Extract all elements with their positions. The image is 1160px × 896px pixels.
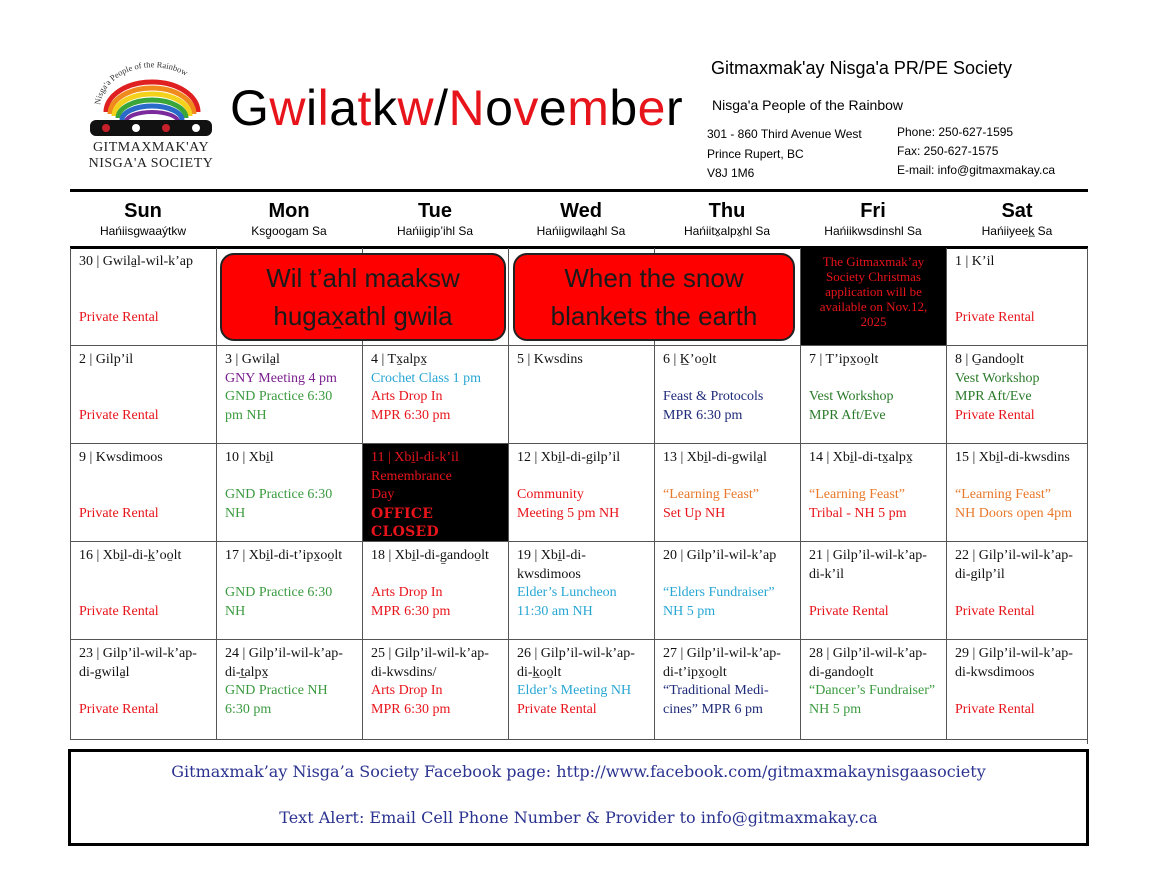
weekday-english: Wed bbox=[560, 200, 602, 222]
calendar-day-cell bbox=[362, 444, 508, 542]
day-date-label: 5 | Kwsdins bbox=[517, 352, 583, 367]
event-text: Remembrance bbox=[371, 468, 452, 484]
event-text bbox=[225, 468, 356, 487]
banner-text: When the snow bbox=[564, 263, 744, 293]
calendar-day-cell bbox=[362, 346, 508, 444]
weekday-fri bbox=[800, 198, 946, 238]
event-text: GND Practice 6:30 bbox=[225, 487, 333, 502]
weekday-nisgaa: Hańiisgwaaýtkw bbox=[99, 224, 187, 238]
day-date-label: 16 | Xbi̱l-di-k̲’oo̱lt bbox=[79, 548, 182, 563]
event-text: 6:30 pm bbox=[225, 701, 272, 717]
contact-fax: Fax: 250-627-1575 bbox=[897, 144, 999, 158]
weekday-english: Sun bbox=[124, 200, 162, 222]
event-text: “Learning Feast” bbox=[955, 487, 1052, 502]
weekday-sat bbox=[946, 198, 1088, 238]
weekday-nisgaa: Hańiigwilaa̱hl Sa bbox=[536, 224, 626, 238]
event-text: available on Nov.12, bbox=[819, 299, 928, 314]
event-text bbox=[663, 468, 794, 487]
event-text: “Learning Feast” bbox=[663, 487, 760, 502]
calendar-day-cell bbox=[946, 248, 1088, 346]
event-text: Private Rental bbox=[955, 701, 1035, 717]
event-text: Feast & Protocols bbox=[663, 389, 764, 404]
calendar-day-cell bbox=[508, 444, 654, 542]
calendar-day-cell bbox=[654, 346, 800, 444]
month-banner bbox=[220, 253, 506, 341]
day-date-label: 30 | Gwila̱l-wil-k’ap bbox=[79, 254, 193, 269]
event-text: NH 5 pm bbox=[663, 603, 716, 619]
weekday-english: Thu bbox=[708, 200, 746, 222]
event-text bbox=[79, 272, 210, 291]
event-text: MPR 6:30 pm bbox=[663, 407, 743, 423]
weekday-header bbox=[70, 198, 1088, 246]
logo-name-line2: NISGA'A SOCIETY bbox=[88, 156, 214, 171]
day-date-label: 21 | Gilp’il-wil-k’ap- bbox=[809, 548, 927, 563]
day-date-label: 27 | Gilp’il-wil-k’ap- bbox=[663, 646, 781, 661]
event-text: GND Practice 6:30 bbox=[225, 585, 333, 600]
month-banner bbox=[513, 253, 795, 341]
title-letter: k bbox=[371, 80, 398, 136]
day-date-label: 14 | Xbi̱l-di-tx̱alpx̱ bbox=[809, 450, 913, 465]
event-text: GNY Meeting 4 pm bbox=[225, 370, 337, 386]
event-text bbox=[955, 468, 1082, 487]
contact-phone: Phone: 250-627-1595 bbox=[897, 125, 1014, 139]
event-text bbox=[79, 370, 210, 389]
day-date-label: 1 | K’il bbox=[955, 254, 995, 269]
day-date-label: 25 | Gilp’il-wil-k’ap- bbox=[371, 646, 489, 661]
event-text: application will be bbox=[825, 284, 922, 299]
event-text: GND Practice NH bbox=[225, 683, 328, 698]
event-text: “Elders Fundraiser” bbox=[663, 585, 775, 600]
calendar-day-cell bbox=[70, 346, 216, 444]
banner-text: Wil t’ahl maaksw bbox=[266, 263, 460, 293]
event-text: di-gandoo̱lt bbox=[809, 664, 874, 680]
event-text bbox=[79, 468, 210, 487]
event-text: MPR 6:30 pm bbox=[371, 407, 451, 423]
event-text: kwsdimoos bbox=[517, 566, 581, 582]
calendar-day-cell bbox=[800, 640, 946, 740]
weekday-sun bbox=[70, 198, 216, 238]
event-text: Arts Drop In bbox=[371, 585, 443, 600]
title-letter: i bbox=[306, 80, 318, 136]
day-date-label: 29 | Gilp’il-wil-k’ap- bbox=[955, 646, 1073, 661]
event-text: Day bbox=[371, 487, 395, 502]
event-text: di-k̲oo̱lt bbox=[517, 664, 562, 680]
calendar-day-cell bbox=[800, 248, 946, 346]
calendar-day-cell bbox=[508, 542, 654, 640]
event-text: di-k’il bbox=[809, 566, 844, 582]
event-text: MPR Aft/Eve bbox=[955, 389, 1032, 404]
event-text: di-kwsdimoos bbox=[955, 664, 1035, 680]
calendar-day-cell bbox=[70, 444, 216, 542]
facebook-link[interactable]: Gitmaxmak’ay Nisga’a Society Facebook page: http://www.facebook.com/gitmaxmakaynisgaasociety bbox=[171, 762, 986, 781]
event-text: Elder’s Meeting NH bbox=[517, 683, 632, 698]
event-text: Meeting 5 pm NH bbox=[517, 505, 620, 521]
weekday-english: Fri bbox=[860, 200, 886, 222]
event-text bbox=[517, 468, 648, 487]
event-text bbox=[79, 388, 210, 407]
calendar-day-cell bbox=[508, 346, 654, 444]
event-text: Crochet Class 1 pm bbox=[371, 370, 482, 386]
day-date-label: 18 | Xbi̱l-di-g̱andoo̱lt bbox=[371, 548, 489, 563]
calendar-day-cell bbox=[216, 640, 362, 740]
event-text: Vest Workshop bbox=[955, 370, 1040, 386]
day-date-label: 19 | Xbi̱l-di- bbox=[517, 548, 586, 563]
event-text bbox=[79, 682, 210, 701]
event-text bbox=[809, 468, 940, 487]
event-text: Community bbox=[517, 487, 584, 502]
event-text: Private Rental bbox=[955, 309, 1035, 325]
day-date-label: 26 | Gilp’il-wil-k’ap- bbox=[517, 646, 635, 661]
event-text: Set Up NH bbox=[663, 505, 726, 521]
day-date-label: 20 | Gilp’il-wil-k’ap bbox=[663, 548, 777, 563]
address-line-2: Prince Rupert, BC bbox=[707, 147, 804, 161]
event-text: Arts Drop In bbox=[371, 389, 443, 404]
event-text: Private Rental bbox=[955, 603, 1035, 619]
title-letter: w bbox=[269, 80, 307, 136]
event-text: NH Doors open 4pm bbox=[955, 505, 1073, 521]
event-text: di-gilp’il bbox=[955, 566, 1005, 582]
contact-email: E-mail: info@gitmaxmakay.ca bbox=[897, 163, 1056, 177]
event-text: di-kwsdins/ bbox=[371, 664, 437, 680]
title-letter: l bbox=[317, 80, 330, 136]
event-text bbox=[955, 272, 1082, 291]
logo-arc-text: Nisga'a People of the Rainbow bbox=[92, 62, 190, 106]
event-text bbox=[663, 370, 794, 389]
day-date-label: 4 | Tx̱alpx̱ bbox=[371, 352, 428, 367]
calendar-day-cell bbox=[70, 248, 216, 346]
society-logo bbox=[82, 62, 220, 174]
event-text: Private Rental bbox=[955, 407, 1035, 423]
title-letter: / bbox=[434, 80, 449, 136]
day-date-label: 10 | Xbi̱l bbox=[225, 450, 274, 465]
day-date-label: 12 | Xbi̱l-di-gilp’il bbox=[517, 450, 621, 465]
event-text bbox=[371, 566, 502, 585]
weekday-thu bbox=[654, 198, 800, 238]
calendar-day-cell bbox=[216, 542, 362, 640]
event-text: MPR Aft/Eve bbox=[809, 407, 886, 423]
event-text bbox=[79, 566, 210, 585]
title-letter: b bbox=[609, 80, 638, 136]
event-text bbox=[955, 682, 1082, 701]
event-text: di-t’ipx̱oo̱lt bbox=[663, 664, 727, 680]
event-text: NH bbox=[225, 603, 246, 619]
day-date-label: 2 | Gilp’il bbox=[79, 352, 134, 367]
calendar-day-cell bbox=[654, 444, 800, 542]
day-date-label: 22 | Gilp’il-wil-k’ap- bbox=[955, 548, 1073, 563]
weekday-english: Tue bbox=[417, 200, 453, 222]
event-text: di-gwila̱l bbox=[79, 664, 130, 680]
footer-box bbox=[68, 749, 1089, 846]
weekday-nisgaa: Hańiigip’ihl Sa bbox=[396, 224, 474, 238]
day-date-label: 6 | K̲’oo̱lt bbox=[663, 352, 717, 367]
event-text: MPR 6:30 pm bbox=[371, 701, 451, 717]
event-text bbox=[79, 290, 210, 309]
event-text bbox=[809, 584, 940, 603]
day-date-label: 23 | Gilp’il-wil-k’ap- bbox=[79, 646, 197, 661]
page-title bbox=[230, 76, 683, 140]
day-date-label: 8 | G̱andoo̱lt bbox=[955, 352, 1024, 367]
calendar-day-cell bbox=[654, 640, 800, 740]
calendar-day-cell bbox=[946, 542, 1088, 640]
title-letter: N bbox=[448, 80, 486, 136]
event-text bbox=[225, 566, 356, 585]
day-date-label: 17 | Xbi̱l-di-t’ipx̱oo̱lt bbox=[225, 548, 343, 563]
event-text: Elder’s Luncheon bbox=[517, 585, 617, 600]
event-text: Private Rental bbox=[79, 309, 159, 325]
calendar-day-cell bbox=[216, 346, 362, 444]
event-text bbox=[79, 486, 210, 505]
event-text: “Traditional Medi- bbox=[663, 683, 769, 698]
day-date-label: 9 | Kwsdimoos bbox=[79, 450, 163, 465]
event-text: 2025 bbox=[860, 314, 887, 329]
event-text: cines” MPR 6 pm bbox=[663, 701, 763, 717]
title-letter: r bbox=[665, 80, 684, 136]
calendar-day-cell bbox=[362, 542, 508, 640]
calendar-day-cell bbox=[70, 640, 216, 740]
title-letter: o bbox=[485, 80, 514, 136]
event-text: NH bbox=[225, 505, 246, 521]
logo-name-line1: GITMAXMAK'AY bbox=[92, 140, 210, 155]
title-letter: t bbox=[357, 80, 372, 136]
calendar-day-cell bbox=[946, 640, 1088, 740]
event-text: Private Rental bbox=[517, 701, 597, 717]
calendar-day-cell bbox=[946, 346, 1088, 444]
org-name: Gitmaxmak'ay Nisga'a PR/PE Society bbox=[711, 58, 1012, 78]
event-text: Private Rental bbox=[79, 505, 159, 521]
calendar-day-cell bbox=[362, 640, 508, 740]
text-alert-info: Text Alert: Email Cell Phone Number & Provider to info@gitmaxmakay.ca bbox=[279, 808, 878, 827]
weekday-english: Sat bbox=[1001, 200, 1033, 222]
weekday-nisgaa: Hańiikwsdinshl Sa bbox=[824, 224, 922, 238]
weekday-nisgaa: Hańiitx̱alpx̱hl Sa bbox=[683, 224, 771, 238]
title-letter: v bbox=[513, 80, 539, 136]
weekday-english: Mon bbox=[268, 200, 310, 222]
event-text: “Learning Feast” bbox=[809, 487, 906, 502]
org-subtitle: Nisga'a People of the Rainbow bbox=[712, 97, 904, 113]
event-text: Private Rental bbox=[809, 603, 889, 619]
day-date-label: 3 | Gwila̱l bbox=[225, 352, 280, 367]
event-text bbox=[663, 566, 794, 585]
address-line-3: V8J 1M6 bbox=[707, 166, 755, 180]
calendar-right-border bbox=[1087, 248, 1088, 744]
title-letter: G bbox=[230, 80, 270, 136]
event-text: pm NH bbox=[225, 407, 267, 423]
event-text: Society Christmas bbox=[826, 269, 921, 284]
day-date-label: 7 | T’ipx̱oo̱lt bbox=[809, 352, 879, 367]
calendar-grid bbox=[70, 248, 1088, 748]
event-text: Arts Drop In bbox=[371, 683, 443, 698]
weekday-nisgaa: Hańiiyeek̲ Sa bbox=[981, 224, 1053, 238]
event-text: “Dancer’s Fundraiser” bbox=[809, 683, 936, 698]
header-divider bbox=[70, 189, 1088, 192]
event-text: Private Rental bbox=[79, 603, 159, 619]
day-date-label: 28 | Gilp’il-wil-k’ap- bbox=[809, 646, 927, 661]
calendar-day-cell bbox=[800, 542, 946, 640]
event-text bbox=[955, 290, 1082, 309]
rainbow-logo-icon bbox=[82, 62, 220, 140]
event-text: GND Practice 6:30 bbox=[225, 389, 333, 404]
event-text: Vest Workshop bbox=[809, 389, 894, 404]
event-text: OFFICE CLOSED bbox=[371, 505, 439, 540]
event-text bbox=[809, 370, 940, 389]
event-text: NH 5 pm bbox=[809, 701, 862, 717]
calendar-day-cell bbox=[800, 346, 946, 444]
title-letter: a bbox=[329, 80, 358, 136]
calendar-day-cell bbox=[508, 640, 654, 740]
event-text bbox=[955, 584, 1082, 603]
event-text bbox=[79, 584, 210, 603]
event-text: Tribal - NH 5 pm bbox=[809, 505, 907, 521]
day-date-label: The Gitmaxmak’ay bbox=[822, 254, 925, 269]
event-text: Private Rental bbox=[79, 407, 159, 423]
event-text: di-t̲alpx̱ bbox=[225, 664, 269, 680]
weekday-tue bbox=[362, 198, 508, 238]
day-date-label: 24 | Gilp’il-wil-k’ap- bbox=[225, 646, 343, 661]
event-text: 11:30 am NH bbox=[517, 603, 593, 619]
title-letter: e bbox=[538, 80, 568, 136]
title-letter: w bbox=[397, 80, 435, 136]
day-date-label: 13 | Xbi̱l-di-gwila̱l bbox=[663, 450, 767, 465]
weekday-wed bbox=[508, 198, 654, 238]
event-text: MPR 6:30 pm bbox=[371, 603, 451, 619]
calendar-day-cell bbox=[216, 444, 362, 542]
calendar-day-cell bbox=[800, 444, 946, 542]
weekday-nisgaa: Ksg̱oogam Sa bbox=[251, 224, 327, 238]
calendar-day-cell bbox=[946, 444, 1088, 542]
calendar-day-cell bbox=[654, 542, 800, 640]
day-date-label: 11 | Xbi̱l-di-k’il bbox=[371, 450, 459, 465]
address-line-1: 301 - 860 Third Avenue West bbox=[707, 127, 862, 141]
title-letter: m bbox=[567, 80, 610, 136]
banner-text: hugax̱athl gwila bbox=[273, 301, 453, 331]
weekday-mon bbox=[216, 198, 362, 238]
event-text: Private Rental bbox=[79, 701, 159, 717]
calendar-day-cell bbox=[70, 542, 216, 640]
title-letter: e bbox=[637, 80, 666, 136]
banner-text: blankets the earth bbox=[550, 301, 758, 331]
day-date-label: 15 | Xbi̱l-di-kwsdins bbox=[955, 450, 1070, 465]
